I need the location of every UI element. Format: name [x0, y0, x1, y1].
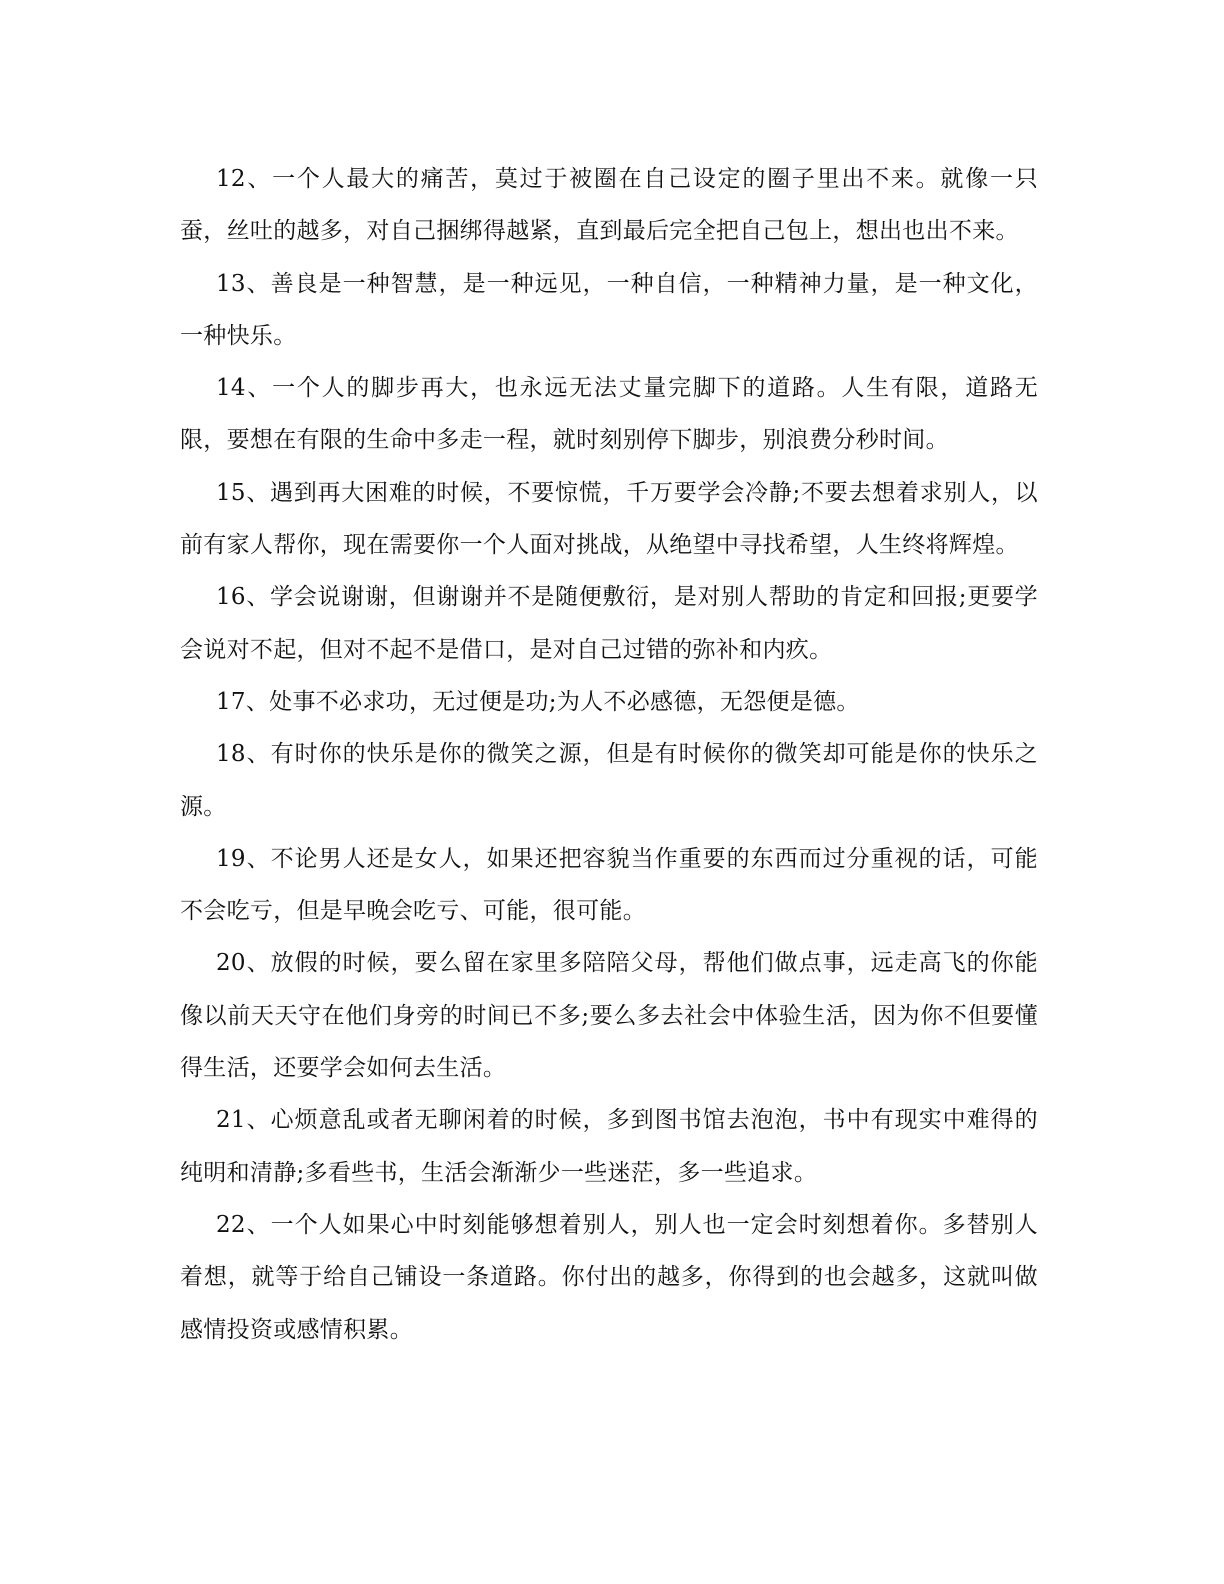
paragraph-14: 14、一个人的脚步再大，也永远无法丈量完脚下的道路。人生有限，道路无限，要想在有限的生命中多走一程，就时刻别停下脚步，别浪费分秒时间。: [180, 375, 1038, 454]
paragraph-22: 22、一个人如果心中时刻能够想着别人，别人也一定会时刻想着你。多替别人着想，就等于给自己铺设一条道路。你付出的越多，你得到的也会越多，这就叫做感情投资或感情积累。: [180, 1211, 1038, 1343]
paragraph-16: 16、学会说谢谢，但谢谢并不是随便敷衍，是对别人帮助的肯定和回报;更要学会说对不起，但对不起不是借口，是对自己过错的弥补和内疚。: [180, 584, 1038, 663]
document-body: [180, 153, 1038, 1356]
paragraph-20: 20、放假的时候，要么留在家里多陪陪父母，帮他们做点事，远走高飞的你能像以前天天守在他们身旁的时间已不多;要么多去社会中体验生活，因为你不但要懂得生活，还要学会如何去生活。: [180, 950, 1038, 1082]
paragraph-12: 12、一个人最大的痛苦，莫过于被圈在自己设定的圈子里出不来。就像一只蚕，丝吐的越多，对自己捆绑得越紧，直到最后完全把自己包上，想出也出不来。: [180, 166, 1038, 245]
paragraph-15: 15、遇到再大困难的时候，不要惊慌，千万要学会冷静;不要去想着求别人，以前有家人帮你，现在需要你一个人面对挑战，从绝望中寻找希望，人生终将辉煌。: [180, 479, 1038, 559]
paragraph-13: 13、善良是一种智慧，是一种远见，一种自信，一种精神力量，是一种文化，一种快乐。: [180, 270, 1038, 349]
paragraph-19: 19、不论男人还是女人，如果还把容貌当作重要的东西而过分重视的话，可能不会吃亏，但是早晚会吃亏、可能，很可能。: [180, 845, 1038, 925]
paragraph-21: 21、心烦意乱或者无聊闲着的时候，多到图书馆去泡泡，书中有现实中难得的纯明和清静;多看些书，生活会渐渐少一些迷茫，多一些追求。: [180, 1107, 1038, 1186]
paragraph-17: 17、处事不必求功，无过便是功;为人不必感德，无怨便是德。: [216, 688, 860, 715]
paragraph-18: 18、有时你的快乐是你的微笑之源，但是有时候你的微笑却可能是你的快乐之源。: [180, 741, 1038, 820]
